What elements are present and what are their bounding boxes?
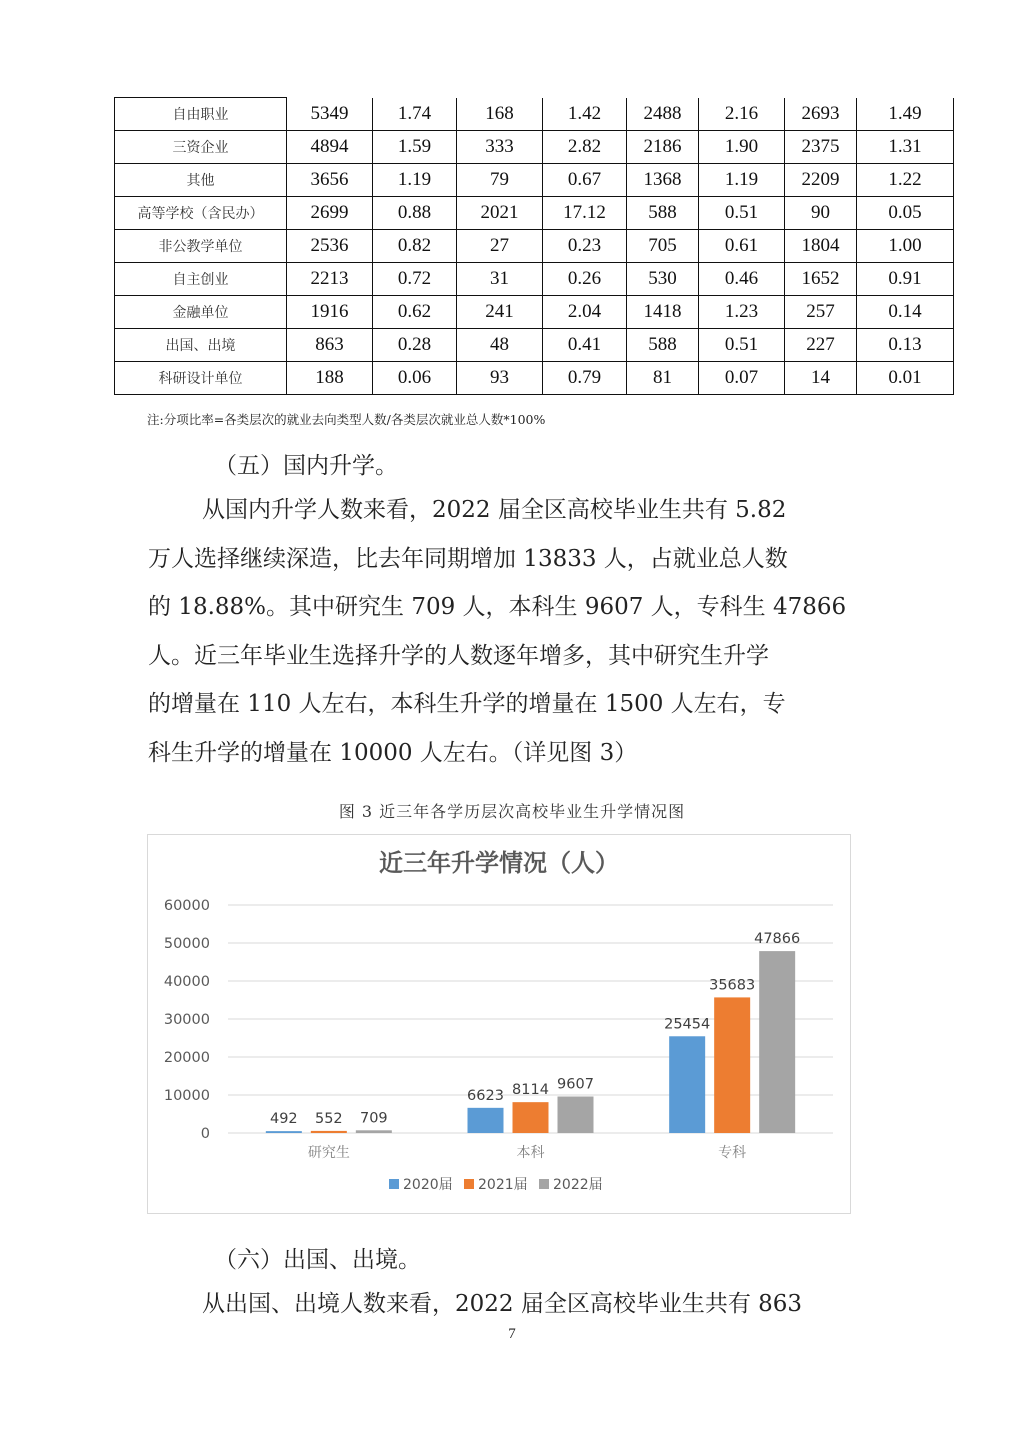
table-cell: 0.67 (543, 164, 627, 197)
table-cell: 31 (457, 263, 543, 296)
data-label: 6623 (467, 1087, 504, 1104)
table-cell: 2209 (785, 164, 857, 197)
bar (311, 1131, 347, 1133)
table-cell: 0.46 (699, 263, 785, 296)
legend-label: 2022届 (553, 1177, 603, 1193)
table-cell: 168 (457, 98, 543, 131)
table-cell: 1418 (627, 296, 699, 329)
table-row (115, 230, 954, 263)
table-cell: 1368 (627, 164, 699, 197)
table-row (115, 131, 954, 164)
table-cell: 1916 (287, 296, 373, 329)
section-paragraph-domestic-study (148, 486, 878, 777)
table-row (115, 98, 954, 131)
table-cell: 333 (457, 131, 543, 164)
row-label: 出国、出境 (115, 329, 287, 362)
table-cell: 1.42 (543, 98, 627, 131)
y-tick-label: 20000 (163, 1050, 210, 1066)
table-cell: 0.26 (543, 263, 627, 296)
table-cell: 93 (457, 362, 543, 395)
table-cell: 0.28 (373, 329, 457, 362)
bar (558, 1096, 594, 1133)
para-line: 从出国、出境人数来看，2022 届全区高校毕业生共有 863 (202, 1291, 803, 1317)
row-label: 自由职业 (115, 98, 287, 131)
table-cell: 14 (785, 362, 857, 395)
legend-label: 2021届 (478, 1177, 528, 1193)
row-label: 三资企业 (115, 131, 287, 164)
legend-swatch (464, 1179, 474, 1189)
row-label: 非公教学单位 (115, 230, 287, 263)
table-cell: 1.19 (699, 164, 785, 197)
table-cell: 3656 (287, 164, 373, 197)
table-cell: 0.07 (699, 362, 785, 395)
table-cell: 0.62 (373, 296, 457, 329)
table-cell: 0.01 (857, 362, 954, 395)
para-line: 人。近三年毕业生选择升学的人数逐年增多，其中研究生升学 (148, 642, 769, 669)
chart-frame (147, 834, 851, 1214)
y-tick-label: 30000 (163, 1012, 210, 1028)
table-cell: 17.12 (543, 197, 627, 230)
table-cell: 81 (627, 362, 699, 395)
row-label: 自主创业 (115, 263, 287, 296)
table-row (115, 263, 954, 296)
table-cell: 2186 (627, 131, 699, 164)
table-cell: 257 (785, 296, 857, 329)
bar-chart (148, 835, 850, 1213)
y-axis-ticks (164, 898, 210, 1142)
table-cell: 1.00 (857, 230, 954, 263)
table-cell: 2693 (785, 98, 857, 131)
table-cell: 2021 (457, 197, 543, 230)
legend-swatch (539, 1179, 549, 1189)
table-cell: 0.88 (373, 197, 457, 230)
table-cell: 1.74 (373, 98, 457, 131)
bar (266, 1131, 302, 1133)
y-tick-label: 60000 (163, 898, 210, 914)
para-line: 的 18.88%。其中研究生 709 人，本科生 9607 人，专科生 47866 (148, 594, 847, 620)
table-cell: 2.16 (699, 98, 785, 131)
table-cell: 0.23 (543, 230, 627, 263)
table-row (115, 296, 954, 329)
table-cell: 1652 (785, 263, 857, 296)
table-cell: 1.59 (373, 131, 457, 164)
legend-swatch (389, 1179, 399, 1189)
table-cell: 863 (287, 329, 373, 362)
figure-caption: 图 3 近三年各学历层次高校毕业生升学情况图 (338, 802, 686, 821)
table-cell: 0.51 (699, 329, 785, 362)
table-cell: 2.04 (543, 296, 627, 329)
bar (513, 1102, 549, 1133)
row-label: 科研设计单位 (115, 362, 287, 395)
table-cell: 2488 (627, 98, 699, 131)
bar (759, 951, 795, 1133)
category-label: 研究生 (307, 1145, 350, 1161)
employment-destination-table (114, 97, 954, 395)
section-heading-going-abroad: （六）出国、出境。 (214, 1247, 421, 1273)
bar (356, 1130, 392, 1133)
table-cell: 0.79 (543, 362, 627, 395)
table-cell: 0.05 (857, 197, 954, 230)
table-row (115, 164, 954, 197)
data-label: 9607 (557, 1076, 594, 1093)
table-cell: 0.91 (857, 263, 954, 296)
data-label: 492 (269, 1111, 298, 1128)
table-cell: 1.31 (857, 131, 954, 164)
table-cell: 0.13 (857, 329, 954, 362)
bar (669, 1036, 705, 1133)
table-cell: 705 (627, 230, 699, 263)
table-row (115, 362, 954, 395)
para-line: 万人选择继续深造，比去年同期增加 13833 人，占就业总人数 (148, 545, 788, 572)
table-cell: 0.72 (373, 263, 457, 296)
data-label: 47866 (754, 931, 801, 948)
table-cell: 5349 (287, 98, 373, 131)
table-cell: 0.06 (373, 362, 457, 395)
table-cell: 79 (457, 164, 543, 197)
page-number: 7 (508, 1326, 516, 1342)
category-label: 专科 (718, 1145, 747, 1161)
table-note: 注:分项比率=各类层次的就业去向类型人数/各类层次就业总人数*100% (147, 412, 546, 427)
section-heading-domestic-study: （五）国内升学。 (214, 453, 398, 479)
para-line: 的增量在 110 人左右，本科生升学的增量在 1500 人左右，专 (148, 691, 786, 717)
table-cell: 530 (627, 263, 699, 296)
table-cell: 2213 (287, 263, 373, 296)
y-tick-label: 50000 (163, 936, 210, 952)
data-label: 709 (359, 1110, 388, 1127)
table-cell: 2536 (287, 230, 373, 263)
legend-label: 2020届 (403, 1177, 453, 1193)
table-cell: 1804 (785, 230, 857, 263)
table-cell: 241 (457, 296, 543, 329)
table-cell: 1.19 (373, 164, 457, 197)
table-cell: 0.51 (699, 197, 785, 230)
table-cell: 0.61 (699, 230, 785, 263)
table-cell: 1.23 (699, 296, 785, 329)
table-row (115, 329, 954, 362)
table-cell: 0.14 (857, 296, 954, 329)
table-cell: 588 (627, 329, 699, 362)
category-labels (308, 1144, 746, 1161)
bar (468, 1108, 504, 1133)
table-cell: 1.22 (857, 164, 954, 197)
data-label: 25454 (664, 1016, 711, 1033)
table-cell: 1.49 (857, 98, 954, 131)
table-cell: 90 (785, 197, 857, 230)
y-tick-label: 10000 (163, 1088, 210, 1104)
chart-title: 近三年升学情况（人） (379, 849, 619, 877)
table-cell: 4894 (287, 131, 373, 164)
bar (714, 997, 750, 1133)
y-tick-label: 40000 (163, 974, 210, 990)
row-label: 高等学校（含民办） (115, 197, 287, 230)
table-cell: 1.90 (699, 131, 785, 164)
category-label: 本科 (516, 1145, 545, 1161)
legend (389, 1177, 603, 1193)
table-cell: 0.41 (543, 329, 627, 362)
data-label: 35683 (709, 977, 756, 994)
para-line: 从国内升学人数来看，2022 届全区高校毕业生共有 5.82 (202, 497, 787, 523)
table-cell: 2.82 (543, 131, 627, 164)
data-label: 552 (314, 1110, 343, 1127)
table-cell: 0.82 (373, 230, 457, 263)
table-cell: 2699 (287, 197, 373, 230)
para-line: 科生升学的增量在 10000 人左右。（详见图 3） (148, 739, 638, 766)
data-label: 8114 (512, 1082, 549, 1099)
table-row (115, 197, 954, 230)
table-cell: 48 (457, 329, 543, 362)
table-cell: 188 (287, 362, 373, 395)
table-cell: 227 (785, 329, 857, 362)
row-label: 其他 (115, 164, 287, 197)
row-label: 金融单位 (115, 296, 287, 329)
section-paragraph-going-abroad (148, 1280, 878, 1329)
y-tick-label: 0 (200, 1126, 210, 1142)
table-cell: 27 (457, 230, 543, 263)
table-cell: 588 (627, 197, 699, 230)
table-cell: 2375 (785, 131, 857, 164)
